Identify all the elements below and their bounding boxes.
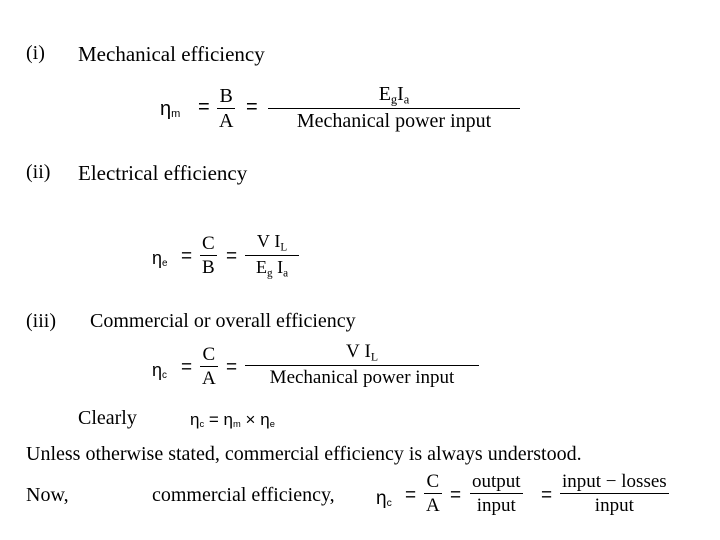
fraction-bar <box>217 108 235 109</box>
fraction-vil-over-egia <box>245 232 299 280</box>
fraction-denominator: Mechanical power input <box>269 366 455 388</box>
section-3-title: Commercial or overall efficiency <box>90 310 356 332</box>
fraction-c-over-a <box>424 472 442 516</box>
clearly-equation: ηc = ηm × ηe <box>190 410 275 429</box>
fraction-bar <box>560 493 669 494</box>
fraction-bar <box>200 255 217 256</box>
fraction-numerator: C <box>202 344 216 365</box>
fraction-output-over-input <box>470 472 523 516</box>
fraction-numerator: input − losses <box>562 471 667 492</box>
fraction-denominator: A <box>426 494 440 516</box>
equals-sign: = <box>181 246 193 267</box>
eta-m-symbol: ηm <box>160 98 181 121</box>
eta-c-symbol: ηc <box>376 488 392 510</box>
equals-sign: = <box>226 357 238 378</box>
fraction-denominator: Mechanical power input <box>296 109 492 132</box>
equals-sign: = <box>226 246 238 267</box>
fraction-b-over-a <box>217 86 235 132</box>
fraction-bar <box>200 366 218 367</box>
section-2-title: Electrical efficiency <box>78 161 248 185</box>
fraction-bar <box>424 493 442 494</box>
equals-sign: = <box>450 485 462 506</box>
fraction-denominator: A <box>202 367 216 389</box>
fraction-denominator: A <box>219 110 234 132</box>
section-3-label: (iii) <box>26 310 56 332</box>
fraction-c-over-b <box>200 234 217 278</box>
fraction-numerator: V $I_L$ <box>346 341 378 364</box>
equals-sign: = <box>246 96 258 118</box>
equals-sign: = <box>405 485 417 506</box>
fraction-bar <box>245 255 299 256</box>
section-1-label: (i) <box>26 42 45 64</box>
fraction-numerator: output <box>472 471 521 492</box>
fraction-denominator: input <box>476 494 516 516</box>
section-1-title: Mechanical efficiency <box>78 42 265 66</box>
fraction-denominator: input <box>594 494 634 516</box>
fraction-bar <box>245 365 479 366</box>
section-2-label: (ii) <box>26 161 51 183</box>
equals-sign: = <box>198 96 210 118</box>
equals-sign: = <box>541 485 553 506</box>
fraction-numerator: $E_gI_a$ <box>378 83 410 107</box>
fraction-bar <box>268 108 520 109</box>
fraction-denominator: B <box>202 256 215 278</box>
fraction-bar <box>470 493 523 494</box>
fraction-numerator: B <box>219 85 233 107</box>
fraction-numerator: V $I_L$ <box>256 231 288 254</box>
note-text: Unless otherwise stated, commercial efficiency is always understood. <box>26 443 582 465</box>
fraction-vil-over-mech-input <box>245 342 479 388</box>
clearly-label: Clearly <box>78 407 137 429</box>
fraction-denominator: $E_g$ $I_a$ <box>255 257 289 280</box>
fraction-numerator: C <box>202 233 215 254</box>
eta-c-symbol: ηc <box>152 360 167 381</box>
equals-sign: = <box>181 357 193 378</box>
fraction-numerator: C <box>426 471 440 492</box>
fraction-c-over-a <box>200 345 218 389</box>
now-label: Now, <box>26 484 69 506</box>
eta-e-symbol: ηe <box>152 248 168 269</box>
now-text: commercial efficiency, <box>152 484 335 506</box>
fraction-egia-over-mech-input <box>268 84 520 132</box>
fraction-input-minus-losses-over-input <box>560 472 669 516</box>
